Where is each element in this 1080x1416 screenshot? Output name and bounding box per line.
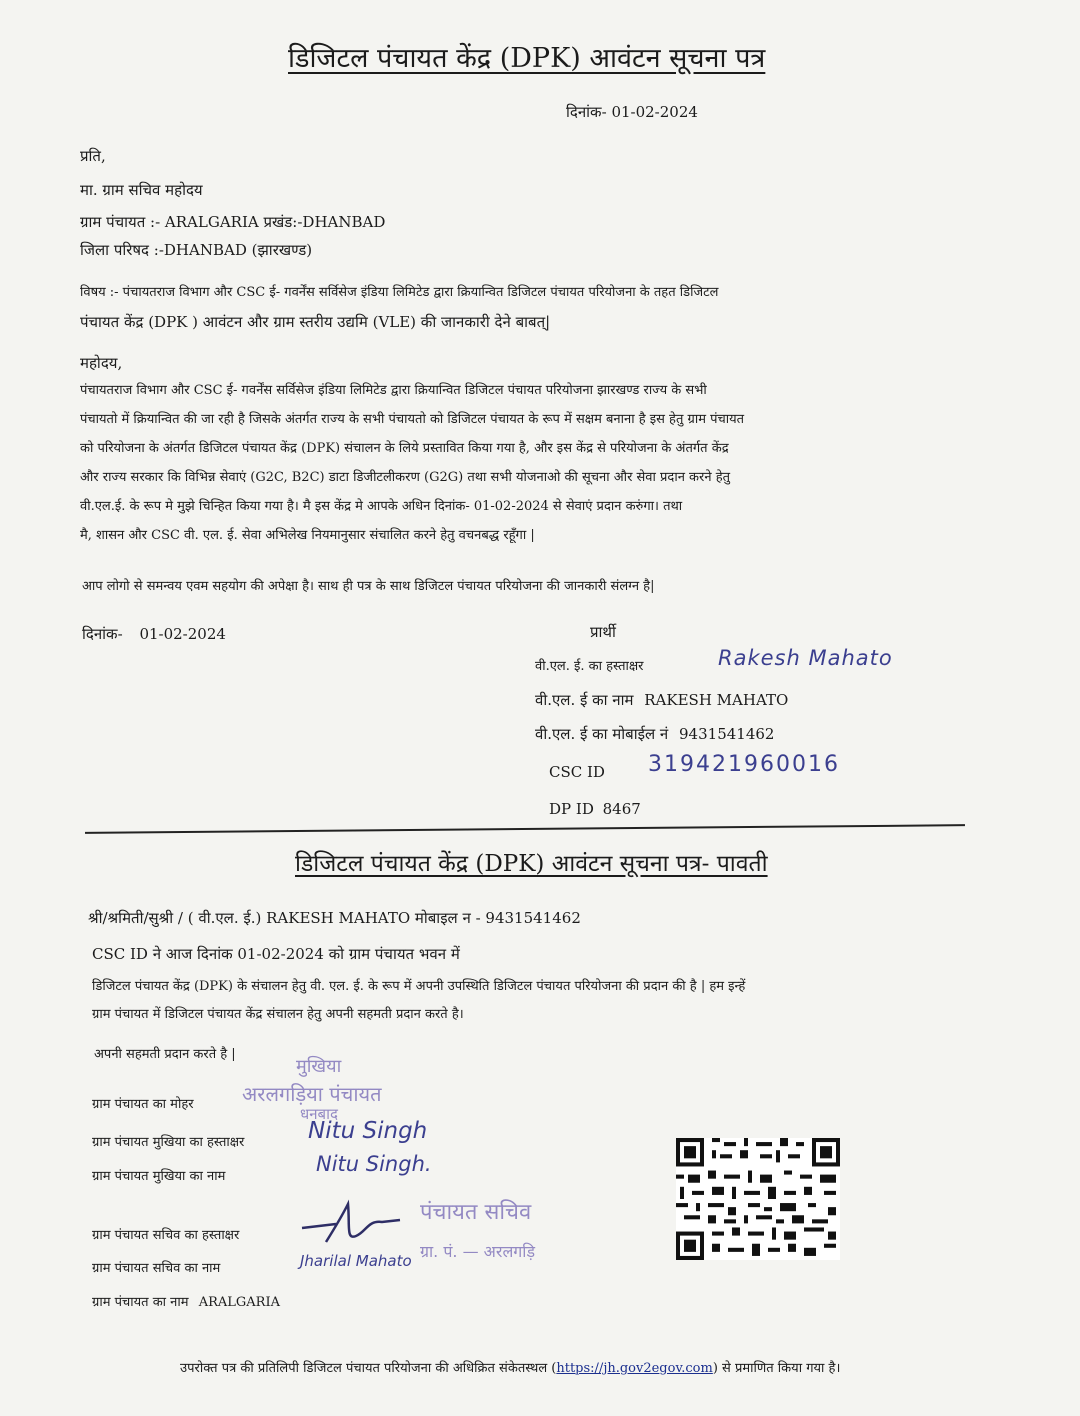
mukhiya-sign-label: ग्राम पंचायत मुखिया का हस्ताक्षर — [92, 1135, 245, 1150]
vle-name-label: वी.एल. ई का नाम — [535, 691, 634, 709]
mukhiya-name-label: ग्राम पंचायत मुखिया का नाम — [92, 1169, 226, 1184]
qr-code-icon — [676, 1138, 840, 1260]
recipient-line-1: मा. ग्राम सचिव महोदय — [80, 181, 203, 199]
subject-line-2: पंचायत केंद्र (DPK ) आवंटन और ग्राम स्तरीय उद्यमि (VLE) की जानकारी देने बाबत्| — [80, 313, 551, 331]
sachiv-sign-label: ग्राम पंचायत सचिव का हस्ताक्षर — [92, 1228, 240, 1243]
salutation: महोदय, — [80, 354, 123, 372]
subject-line-1: विषय :- पंचायतराज विभाग और CSC ई- गवर्नेंस सर्विसेज इंडिया लिमिटेड द्वारा क्रियान्वित डिजिटल पंचायत परियोजना के तहत डिजिटल — [80, 285, 719, 300]
body-line-3: को परियोजना के अंतर्गत डिजिटल पंचायत केंद्र (DPK) संचालन के लिये प्रस्तावित किया गया है, और इस केंद्र से परियोजना के अंतर्गत केंद्र — [80, 441, 729, 456]
panchayat-name: ARALGARIA — [198, 1295, 280, 1310]
vle-name: RAKESH MAHATO — [644, 691, 789, 709]
panchayat-name-label: ग्राम पंचायत का नाम — [92, 1295, 189, 1310]
mukhiya-name: Nitu Singh. — [316, 1152, 432, 1176]
receipt-line-3: डिजिटल पंचायत केंद्र (DPK) के संचालन हेतु वी. एल. ई. के रूप में अपनी उपस्थिति डिजिटल पंचायत परियोजना की प्रदान की है | हम इन्हें — [92, 979, 746, 994]
stamp-panchayat: अरलगड़िया पंचायत — [242, 1082, 382, 1106]
receipt-line-4: ग्राम पंचायत में डिजिटल पंचायत केंद्र संचालन हेतु अपनी सहमती प्रदान करते है। — [92, 1007, 464, 1022]
vle-mobile-label: वी.एल. ई का मोबाईल नं — [535, 725, 669, 743]
sachiv-signature — [296, 1196, 406, 1252]
recipient-to: प्रति, — [80, 147, 106, 165]
footer-text-before: उपरोक्त पत्र की प्रतिलिपी डिजिटल पंचायत परियोजना की अधिक्रित संकेतस्थल ( — [180, 1361, 557, 1376]
dp-id: 8467 — [602, 800, 641, 818]
sachiv-name-label: ग्राम पंचायत सचिव का नाम — [92, 1261, 221, 1276]
header-date — [566, 102, 698, 122]
body-line-1: पंचायतराज विभाग और CSC ई- गवर्नेंस सर्विसेज इंडिया लिमिटेड द्वारा क्रियान्वित डिजिटल पंचायत परियोजना झारखण्ड राज्य के सभी — [80, 383, 707, 398]
sachiv-name: Jharilal Mahato — [300, 1252, 412, 1270]
dp-id-label: DP ID — [549, 800, 594, 818]
stamp-mukhiya: मुखिया — [296, 1056, 342, 1077]
sign-date-label: दिनांक- — [82, 625, 123, 643]
vle-mobile-row — [535, 724, 774, 744]
sign-date — [82, 624, 226, 644]
body-line-4: और राज्य सरकार कि विभिन्न सेवाएं (G2C, B2C) डाटा डिजीटलीकरण (G2G) तथा सभी योजनाओ की सूचना और सेवा प्रदान करने हेतु — [80, 470, 731, 485]
stamp-dhanbad: धनबाद — [300, 1105, 338, 1123]
body-line-5: वी.एल.ई. के रूप मे मुझे चिन्हित किया गया है। मै इस केंद्र मे आपके अधिन दिनांक- 01-02-2024 से सेवाएं प्रदान करुंगा। तथा — [80, 499, 683, 514]
footer-website-link[interactable]: https://jh.gov2egov.com — [556, 1361, 713, 1376]
closing-line: आप लोगो से समन्वय एवम सहयोग की अपेक्षा है। साथ ही पत्र के साथ डिजिटल पंचायत परियोजना की जानकारी संलग्न है| — [82, 579, 655, 594]
footer-text-after: ) से प्रमाणित किया गया है। — [712, 1361, 841, 1376]
mukhiya-signature: Nitu Singh — [308, 1118, 428, 1144]
csc-id-handwritten: 319421960016 — [648, 752, 840, 777]
vle-signature: Rakesh Mahato — [718, 646, 893, 670]
recipient-line-2: ग्राम पंचायत :- ARALGARIA प्रखंड:-DHANBAD — [80, 213, 386, 231]
vle-name-row — [535, 690, 788, 710]
receipt-title: डिजिटल पंचायत केंद्र (DPK) आवंटन सूचना पत्र- पावती — [295, 851, 768, 877]
letter-title: डिजिटल पंचायत केंद्र (DPK) आवंटन सूचना पत्र — [288, 43, 766, 74]
footer-note — [180, 1358, 840, 1376]
applicant-label: प्रार्थी — [590, 623, 616, 641]
dp-id-row — [549, 800, 641, 818]
stamp-sachiv-2: ग्रा. पं. — अरलगड़ि — [420, 1242, 536, 1261]
body-line-2: पंचायतो में क्रियान्वित की जा रही है जिसके अंतर्गत राज्य के सभी पंचायतो को डिजिटल पंचायत के रूप में सक्षम बनाना है इस हेतु ग्राम पंचायत — [80, 412, 745, 427]
date-label: दिनांक- — [566, 103, 607, 121]
recipient-line-3: जिला परिषद :-DHANBAD (झारखण्ड) — [80, 241, 313, 259]
vle-mobile: 9431541462 — [679, 725, 775, 743]
seal-label: ग्राम पंचायत का मोहर — [92, 1097, 194, 1112]
consent-line: अपनी सहमती प्रदान करते है | — [94, 1047, 236, 1062]
panchayat-name-row — [92, 1292, 280, 1310]
section-divider — [85, 824, 965, 834]
csc-id-label: CSC ID — [549, 763, 605, 781]
vle-sign-label: वी.एल. ई. का हस्ताक्षर — [535, 659, 644, 674]
stamp-sachiv: पंचायत सचिव — [420, 1200, 532, 1225]
receipt-line-2: CSC ID ने आज दिनांक 01-02-2024 को ग्राम पंचायत भवन में — [92, 945, 460, 963]
receipt-line-1: श्री/श्रमिती/सुश्री / ( वी.एल. ई.) RAKESH MAHATO मोबाइल न - 9431541462 — [88, 909, 581, 927]
sign-date-value: 01-02-2024 — [139, 625, 226, 643]
body-line-6: मै, शासन और CSC वी. एल. ई. सेवा अभिलेख नियमानुसार संचालित करने हेतु वचनबद्ध रहूँगा | — [80, 528, 535, 543]
date-value: 01-02-2024 — [611, 103, 698, 121]
